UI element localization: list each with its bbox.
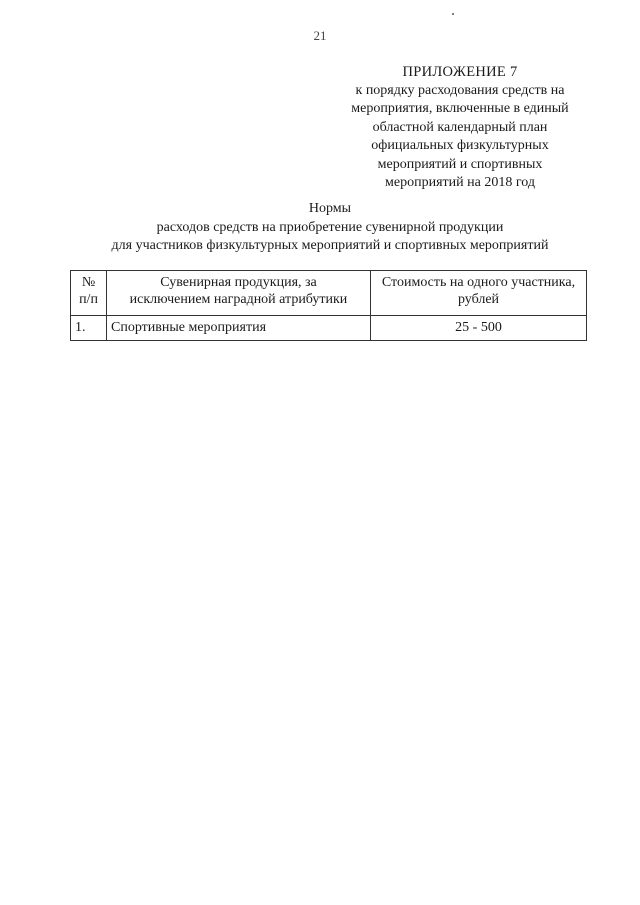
header-cost-line: Стоимость на одного участника, [381,275,576,290]
appendix-line: официальных физкультурных [371,138,549,153]
table-header-row [71,271,587,316]
heading-line: для участников физкультурных мероприятий и спортивных мероприятий [111,238,549,253]
appendix-line: мероприятий и спортивных [377,156,543,172]
heading-line: расходов средств на приобретение сувенирной продукции [156,219,504,235]
header-number-line: № [81,275,96,290]
header-cost-line: рублей [457,292,500,307]
header-item [107,271,371,316]
header-item-line: Сувенирная продукция, за [160,275,317,290]
appendix-title: ПРИЛОЖЕНИЕ 7 [402,64,518,80]
row-item: Спортивные мероприятия [107,316,371,341]
norms-table [70,270,587,341]
row-cost: 25 - 500 [371,316,587,341]
scan-speck [452,13,454,15]
document-heading [60,200,600,256]
table-row [71,316,587,341]
page-number: 21 [313,28,327,43]
header-number-line: п/п [79,292,98,307]
appendix-line: мероприятия, включенные в единый [351,101,569,116]
appendix-line: мероприятий на 2018 год [385,175,535,190]
row-number: 1. [71,316,107,341]
header-cost [371,271,587,316]
heading-title: Нормы [308,201,352,216]
appendix-line: к порядку расходования средств на [355,82,565,98]
header-item-line: исключением наградной атрибутики [129,292,348,307]
appendix-block [320,63,600,193]
header-number [71,271,107,316]
appendix-line: областной календарный план [372,119,548,135]
